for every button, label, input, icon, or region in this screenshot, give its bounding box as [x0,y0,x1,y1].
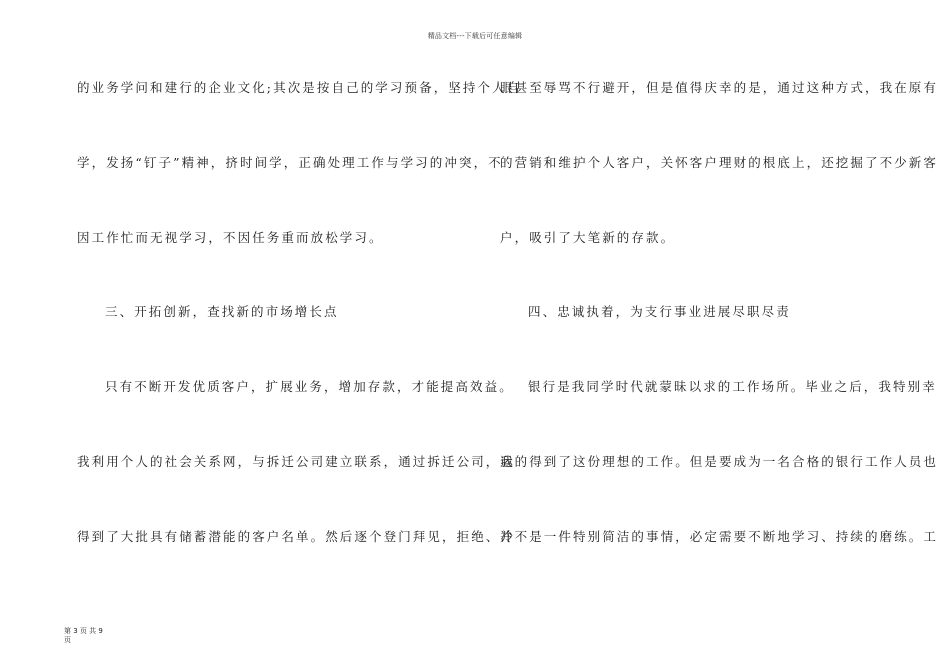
paragraph-line: 并不是一件特别简洁的事情，必定需要不断地学习、持续的磨练。工 [500,529,939,544]
paragraph-line: 的业务学问和建行的企业文化;其次是按自己的学习预备，坚持个人自 [77,80,522,95]
section-heading: 三、开拓创新，查找新的市场增长点 [105,304,339,319]
paragraph-line: 眼甚至辱骂不行避开，但是值得庆幸的是，通过这种方式，我在原有 [500,80,939,95]
section-heading: 四、忠诚执着，为支行事业进展尽职尽责 [528,304,791,319]
paragraph-line: 银行是我同学时代就蒙昧以求的工作场所。毕业之后，我特别幸 [528,379,937,394]
paragraph-line: 我利用个人的社会关系网，与拆迁公司建立联系，通过拆迁公司，我 [77,454,516,469]
paragraph-line: 只有不断开发优质客户，扩展业务，增加存款，才能提高效益。 [105,379,514,394]
page-number-line: 第 3 页 共 9 [64,627,103,635]
paragraph-line: 学，发扬“钉子”精神，挤时间学，正确处理工作与学习的冲突，不 [77,155,503,170]
paragraph-line: 运的得到了这份理想的工作。但是要成为一名合格的银行工作人员也 [500,454,939,469]
page-header: 精品文档---下载后可任意编辑 [427,32,523,40]
paragraph-line: 得到了大批具有储蓄潜能的客户名单。然后逐个登门拜见，拒绝、冷 [77,529,516,544]
paragraph-line: 因工作忙而无视学习，不因任务重而放松学习。 [77,230,384,245]
page-number-line: 页 [64,636,71,644]
paragraph-line: 的营销和维护个人客户，关怀客户理财的根底上，还挖掘了不少新客 [500,155,939,170]
page-number [64,627,114,645]
paragraph-line: 户，吸引了大笔新的存款。 [500,230,676,245]
